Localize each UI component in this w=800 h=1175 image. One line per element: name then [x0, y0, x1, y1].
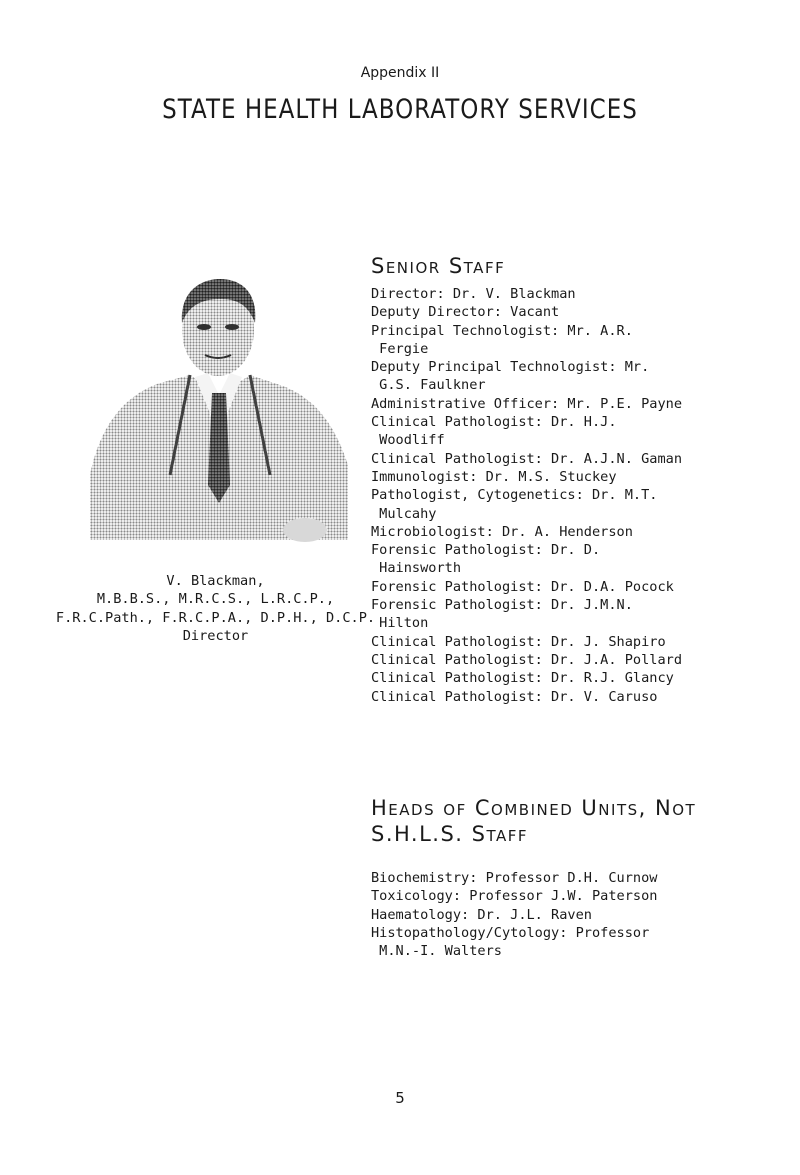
staff-line: Principal Technologist: Mr. A.R. [371, 322, 633, 339]
senior-staff-heading: Senior Staff [371, 254, 506, 278]
heads-of-units-heading [371, 795, 696, 847]
portrait-caption [18, 572, 413, 645]
staff-line: G.S. Faulkner [371, 377, 486, 394]
staff-line: Deputy Director: Vacant [371, 304, 560, 321]
staff-line: Forensic Pathologist: Dr. D.A. Pocock [371, 578, 674, 595]
caption-degrees-line2: F.R.C.Path., F.R.C.P.A., D.P.H., D.C.P. [55, 609, 376, 626]
staff-line: Pathologist, Cytogenetics: Dr. M.T. [371, 487, 658, 504]
page-number: 5 [395, 1089, 405, 1107]
unit-line: Histopathology/Cytology: Professor [371, 924, 650, 941]
staff-line: Deputy Principal Technologist: Mr. [371, 359, 650, 376]
senior-staff-list [371, 285, 682, 706]
staff-line: Microbiologist: Dr. A. Henderson [371, 523, 633, 540]
staff-line: Fergie [371, 340, 429, 357]
page-title: STATE HEALTH LABORATORY SERVICES [162, 95, 638, 125]
staff-line: Clinical Pathologist: Dr. J.A. Pollard [371, 651, 682, 668]
heads-of-units-list [371, 869, 657, 960]
staff-line: Forensic Pathologist: Dr. D. [371, 542, 601, 559]
heads-heading-line2: S.H.L.S. Staff [371, 822, 529, 846]
staff-line: Clinical Pathologist: Dr. H.J. [371, 414, 617, 431]
caption-degrees-line1: M.B.B.S., M.R.C.S., L.R.C.P., [96, 591, 335, 608]
staff-line: Hilton [371, 615, 429, 632]
staff-line: Immunologist: Dr. M.S. Stuckey [371, 468, 617, 485]
appendix-label: Appendix II [360, 65, 440, 81]
caption-role: Director [182, 627, 249, 644]
staff-line: Administrative Officer: Mr. P.E. Payne [371, 395, 682, 412]
staff-line: Woodliff [371, 432, 445, 449]
staff-line: Clinical Pathologist: Dr. R.J. Glancy [371, 670, 674, 687]
staff-line: Clinical Pathologist: Dr. V. Caruso [371, 688, 658, 705]
caption-name: V. Blackman, [166, 573, 265, 589]
staff-line: Mulcahy [371, 505, 437, 522]
heads-heading-line1: Heads of Combined Units, Not [371, 796, 697, 820]
unit-line: Toxicology: Professor J.W. Paterson [371, 888, 658, 905]
unit-line: Haematology: Dr. J.L. Raven [371, 906, 592, 923]
director-portrait-photo [90, 275, 348, 565]
staff-line: Hainsworth [371, 560, 462, 577]
staff-line: Clinical Pathologist: Dr. A.J.N. Gaman [371, 450, 682, 467]
staff-line: Forensic Pathologist: Dr. J.M.N. [371, 597, 633, 614]
staff-line: Clinical Pathologist: Dr. J. Shapiro [371, 633, 666, 650]
staff-line: Director: Dr. V. Blackman [371, 286, 576, 302]
unit-line: Biochemistry: Professor D.H. Curnow [371, 870, 658, 886]
unit-line: M.N.-I. Walters [371, 943, 502, 960]
